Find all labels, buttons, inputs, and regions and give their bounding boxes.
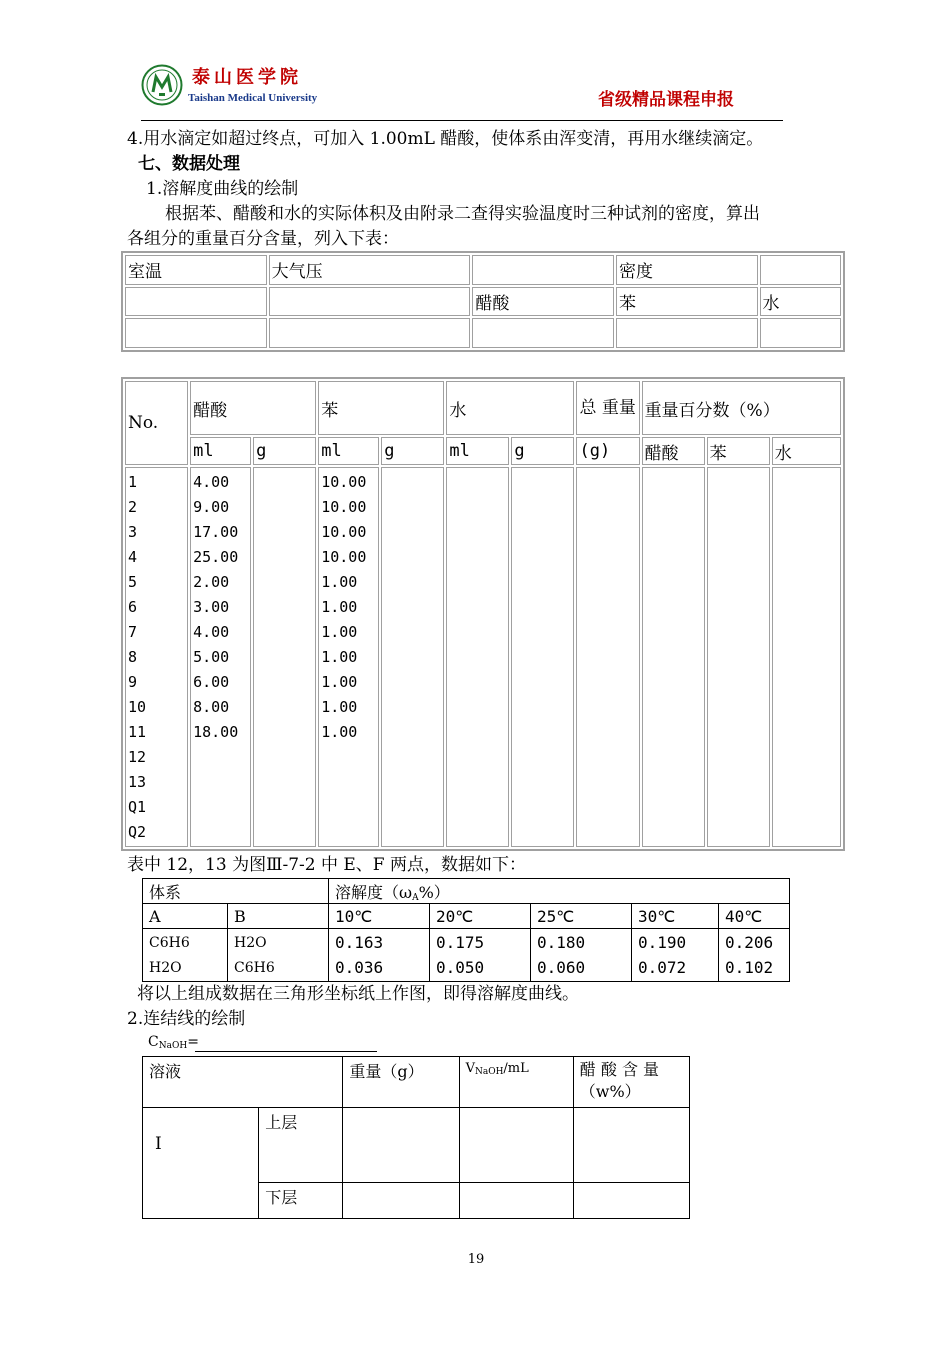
total-weight-header: 总 重量 [576, 381, 639, 435]
benzene-ml-value: 10.00 [321, 523, 367, 541]
benzene-g-unit: g [381, 437, 444, 465]
row-number: 5 [128, 573, 138, 591]
v-naoh-label: V [465, 1061, 475, 1076]
chemical-formula: H2O [149, 960, 182, 976]
water-g-unit: g [511, 437, 574, 465]
acetic-ml-unit: ml [190, 437, 251, 465]
solubility-value: 0.036 [335, 958, 384, 977]
empty-cell [472, 255, 614, 285]
acetic-ml-value: 5.00 [193, 648, 230, 666]
solubility-values-20c [430, 929, 531, 982]
paragraph-line-2: 各组分的重量百分含量，列入下表： [127, 229, 399, 249]
empty-cell [269, 318, 471, 348]
row-number: 4 [128, 548, 138, 566]
row-number: 13 [128, 773, 147, 791]
header-divider [141, 120, 783, 121]
col-a-values [143, 929, 228, 982]
upper-layer-label: 上层 [259, 1108, 343, 1183]
room-temp-label: 室温 [125, 255, 267, 285]
benzene-ml-column [318, 467, 379, 847]
no-header: No. [125, 381, 188, 465]
c-naoh-blank [195, 1051, 377, 1052]
solubility-value: 0.163 [335, 933, 384, 952]
row-number: Q1 [128, 798, 147, 816]
col-b-header: B [228, 904, 329, 929]
acetic-ml-value: 3.00 [193, 598, 230, 616]
upper-vnaoh-cell [459, 1108, 573, 1183]
solubility-value: 0.060 [537, 958, 586, 977]
solubility-values-30c [632, 929, 719, 982]
empty-cell [760, 255, 841, 285]
benzene-ml-value: 10.00 [321, 498, 367, 516]
solubility-value: 0.190 [638, 933, 687, 952]
section-title: 七、数据处理 [138, 154, 240, 174]
table-note: 表中 12，13 为图Ⅲ-7-2 中 E、F 两点，数据如下： [127, 855, 527, 875]
empty-cell [269, 287, 471, 317]
benzene-ml-value: 10.00 [321, 473, 367, 491]
acetic-ml-value: 2.00 [193, 573, 230, 591]
benzene-g-column [381, 467, 444, 847]
empty-cell [760, 318, 841, 348]
solubility-header-text: 溶解度（ω [335, 882, 413, 902]
solubility-table [142, 878, 790, 982]
acetic-ml-value: 25.00 [193, 548, 239, 566]
acetic-ml-value: 6.00 [193, 673, 230, 691]
acetic-content-header: 醋 酸 含 量（w%） [573, 1057, 689, 1108]
benzene-ml-value: 1.00 [321, 673, 358, 691]
c-naoh-equals: = [187, 1034, 199, 1050]
solubility-value: 0.206 [725, 933, 774, 952]
row-number: 11 [128, 723, 147, 741]
pct-acetic-header: 醋酸 [642, 437, 705, 465]
v-naoh-subscript: NaOH [474, 1067, 504, 1077]
chemical-formula: C6H6 [149, 935, 190, 951]
empty-cell [125, 318, 267, 348]
benzene-ml-value: 10.00 [321, 548, 367, 566]
temp-header: 30℃ [632, 904, 719, 929]
temp-header: 25℃ [531, 904, 632, 929]
empty-cell [472, 318, 614, 348]
acetic-ml-value: 4.00 [193, 623, 230, 641]
water-ml-unit: ml [446, 437, 509, 465]
density-acetic-label: 醋酸 [472, 287, 614, 317]
conditions-table [121, 251, 845, 352]
water-g-column [511, 467, 574, 847]
university-name-en: Taishan Medical University [188, 92, 318, 104]
lower-weight-cell [343, 1183, 459, 1219]
row-number: 1 [128, 473, 138, 491]
row-number: 9 [128, 673, 138, 691]
system-header: 体系 [143, 879, 329, 904]
wt-percent-header: 重量百分数（%） [642, 381, 841, 435]
benzene-ml-value: 1.00 [321, 698, 358, 716]
university-logo [141, 64, 183, 106]
total-weight-column [576, 467, 639, 847]
water-header: 水 [446, 381, 574, 435]
row-numbers-column [125, 467, 188, 847]
c-naoh-label: C [148, 1034, 159, 1050]
chemical-formula: H2O [234, 935, 267, 951]
row-number: Q2 [128, 823, 147, 841]
weight-header: 重量（g） [343, 1057, 459, 1108]
acetic-ml-value: 18.00 [193, 723, 239, 741]
solubility-value: 0.050 [436, 958, 485, 977]
solubility-header-tail: %） [418, 882, 450, 902]
row-number: 7 [128, 623, 138, 641]
lower-layer-label: 下层 [259, 1183, 343, 1219]
v-naoh-unit: /mL [503, 1061, 529, 1076]
solubility-values-25c [531, 929, 632, 982]
benzene-ml-value: 1.00 [321, 623, 358, 641]
col-b-values [228, 929, 329, 982]
row-number: 2 [128, 498, 138, 516]
tieline-table [142, 1056, 690, 1219]
benzene-ml-value: 1.00 [321, 598, 358, 616]
solubility-value: 0.180 [537, 933, 586, 952]
chemical-formula: C6H6 [234, 960, 275, 976]
c-naoh-subscript: NaOH [158, 1041, 188, 1051]
pct-water-column [772, 467, 841, 847]
density-water-label: 水 [760, 287, 841, 317]
benzene-ml-value: 1.00 [321, 723, 358, 741]
pct-water-header: 水 [772, 437, 841, 465]
benzene-ml-value: 1.00 [321, 573, 358, 591]
solubility-value: 0.175 [436, 933, 485, 952]
subsection-2-title: 2.连结线的绘制 [127, 1009, 246, 1029]
subsection-1-title: 1.溶解度曲线的绘制 [146, 179, 299, 199]
row-number: 8 [128, 648, 138, 666]
acetic-ml-value: 8.00 [193, 698, 230, 716]
pct-benzene-column [707, 467, 770, 847]
density-label: 密度 [616, 255, 758, 285]
water-ml-column [446, 467, 509, 847]
pct-acetic-column [642, 467, 705, 847]
empty-cell [616, 318, 758, 348]
row-number: 12 [128, 748, 147, 766]
row-number: 6 [128, 598, 138, 616]
benzene-header: 苯 [318, 381, 444, 435]
lower-acetic-cell [573, 1183, 689, 1219]
group-i-label: I [143, 1108, 259, 1219]
c-naoh-line [148, 1032, 199, 1056]
acetic-header: 醋酸 [190, 381, 316, 435]
empty-cell [125, 287, 267, 317]
benzene-ml-unit: ml [318, 437, 379, 465]
plot-note: 将以上组成数据在三角形坐标纸上作图，即得溶解度曲线。 [137, 984, 579, 1004]
row-number: 3 [128, 523, 138, 541]
solubility-values-10c [329, 929, 430, 982]
step-4-text: 4.用水滴定如超过终点，可加入 1.00mL 醋酸，使体系由浑变清，再用水继续滴定。 [127, 129, 764, 149]
lower-vnaoh-cell [459, 1183, 573, 1219]
temp-header: 10℃ [329, 904, 430, 929]
solubility-value: 0.102 [725, 958, 774, 977]
acetic-ml-value: 17.00 [193, 523, 239, 541]
upper-acetic-cell [573, 1108, 689, 1183]
course-label: 省级精品课程申报 [598, 90, 734, 110]
university-name-cn: 泰山医学院 [192, 67, 302, 88]
acetic-ml-value: 9.00 [193, 498, 230, 516]
temp-header: 40℃ [719, 904, 790, 929]
solubility-values-40c [719, 929, 790, 982]
acetic-g-unit: g [253, 437, 316, 465]
density-benzene-label: 苯 [616, 287, 758, 317]
solubility-value: 0.072 [638, 958, 687, 977]
acetic-g-column [253, 467, 316, 847]
row-number: 10 [128, 698, 147, 716]
temp-header: 20℃ [430, 904, 531, 929]
col-a-header: A [143, 904, 228, 929]
paragraph-line-1: 根据苯、醋酸和水的实际体积及由附录二查得实验温度时三种试剂的密度，算出 [165, 204, 760, 224]
pct-benzene-header: 苯 [707, 437, 770, 465]
solubility-header [329, 879, 790, 904]
pressure-label: 大气压 [269, 255, 471, 285]
acetic-ml-value: 4.00 [193, 473, 230, 491]
total-g-unit: (g) [576, 437, 639, 465]
acetic-ml-column [190, 467, 251, 847]
composition-table [121, 377, 845, 851]
upper-weight-cell [343, 1108, 459, 1183]
page-number: 19 [467, 1252, 485, 1267]
solution-header: 溶液 [143, 1057, 343, 1108]
v-naoh-header [459, 1057, 573, 1108]
solubility-header-subscript: A [412, 892, 419, 903]
benzene-ml-value: 1.00 [321, 648, 358, 666]
